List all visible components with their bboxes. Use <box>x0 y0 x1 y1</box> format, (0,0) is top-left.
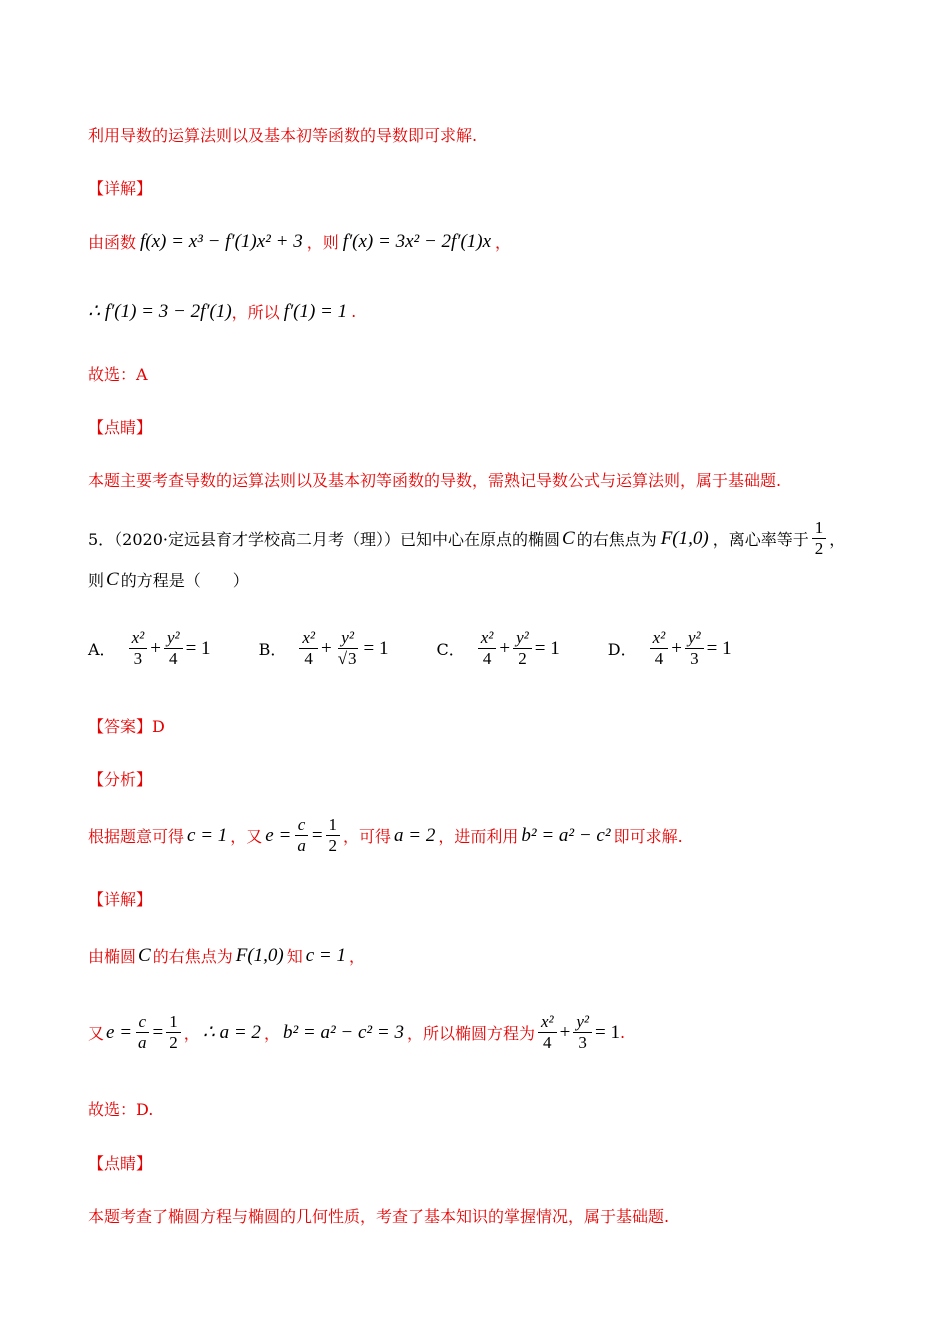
detail1-focus: F(1,0) <box>235 944 284 966</box>
option-d-frac2 <box>685 628 704 669</box>
frac-num: 1 <box>326 815 341 836</box>
q5-comment: 本题考查了椭圆方程与椭圆的几何性质，考查了基本知识的掌握情况，属于基础题. <box>88 1207 670 1226</box>
option-b-frac1 <box>299 628 318 669</box>
option-a[interactable] <box>88 628 211 669</box>
option-a-num1: x² <box>131 628 145 647</box>
detail1-b: 的右焦点为 <box>152 947 233 966</box>
plus-sign: + <box>559 1021 571 1043</box>
frac-3: 3 <box>578 1033 587 1052</box>
q4-line1-a: 由函数 <box>88 233 137 252</box>
option-a-rhs: = 1 <box>185 637 211 659</box>
frac-a: a <box>138 1033 147 1052</box>
ellipse-rhs: = 1 <box>595 1021 620 1043</box>
analysis-c-equals-1: c = 1 <box>187 824 228 846</box>
analysis-e-text: 即可求解. <box>613 827 683 846</box>
q5-stem-C: C <box>562 527 575 549</box>
frac-num: 1 <box>166 1012 181 1033</box>
frac-y2: y² <box>576 1012 589 1031</box>
option-b-label: B． <box>258 640 287 659</box>
q4-line1-b: ，则 <box>306 233 339 252</box>
q5-stem-focus: F(1,0) <box>660 527 709 549</box>
frac-c: c <box>297 815 306 834</box>
plus-sign: + <box>320 637 332 659</box>
frac-den: 2 <box>169 1033 178 1052</box>
q5-analysis-line <box>88 815 683 856</box>
q5-stem-eccentricity-fraction <box>812 518 827 559</box>
q4-line2-d: . <box>351 302 357 321</box>
q4-line2-result: f′(1) = 1 <box>283 300 348 322</box>
q4-line2-b: ，所以 <box>231 303 280 322</box>
q5-stem-line2-C: C <box>106 568 119 590</box>
plus-sign: + <box>499 637 511 659</box>
q5-stem-d: ，离心率等于 <box>712 530 809 549</box>
detail2-b-squared: b² = a² − c² = 3 <box>282 1021 404 1043</box>
analysis-b: ，又 <box>230 827 263 846</box>
option-c-num2: y² <box>516 628 529 647</box>
plus-sign: + <box>671 637 682 659</box>
analysis-a: 根据题意可得 <box>88 827 185 846</box>
frac-num: 1 <box>812 518 827 539</box>
option-a-den1: 3 <box>133 649 143 668</box>
q5-stem-line2-a: 则 <box>88 571 105 590</box>
intro-text: 利用导数的运算法则以及基本初等函数的导数即可求解. <box>88 126 478 145</box>
detail1-C: C <box>138 944 151 966</box>
frac-c: c <box>138 1012 147 1031</box>
detail2-frac-y <box>573 1012 592 1053</box>
detail2-frac-x <box>538 1012 557 1053</box>
option-a-label: A． <box>88 640 116 659</box>
option-b-rhs: = 1 <box>363 637 389 659</box>
frac-x2: x² <box>540 1012 554 1031</box>
frac-4: 4 <box>543 1033 552 1052</box>
option-c-num1: x² <box>480 628 494 647</box>
detail2-e: e = <box>106 1021 133 1043</box>
option-d-frac1 <box>650 628 669 669</box>
analysis-frac-half <box>326 815 341 856</box>
option-c[interactable] <box>437 628 560 669</box>
option-a-frac1 <box>129 628 148 669</box>
detail2-frac-ca <box>135 1012 150 1053</box>
q5-stem-b: 的右焦点为 <box>576 530 657 549</box>
q4-comment-header: 【点睛】 <box>88 418 153 437</box>
analysis-a-equals-2: a = 2 <box>394 824 436 846</box>
option-a-den2: 4 <box>169 649 178 668</box>
q5-analysis-header: 【分析】 <box>88 770 153 789</box>
q4-choice: 故选：A <box>88 365 148 384</box>
analysis-equation: b² = a² − c² <box>521 824 611 846</box>
option-d-den1: 4 <box>654 649 664 668</box>
q5-stem-line2-b: 的方程是（ ） <box>120 571 249 590</box>
q4-line1-derivative: f′(x) = 3x² − 2f′(1)x <box>342 230 492 252</box>
option-b-num2: y² <box>341 628 354 647</box>
option-c-label: C． <box>436 640 465 659</box>
option-d-num2: y² <box>687 628 701 647</box>
q4-detail-header: 【详解】 <box>88 179 153 198</box>
q4-line1-function: f(x) = x³ − f′(1)x² + 3 <box>140 230 303 252</box>
option-a-frac2 <box>164 628 183 669</box>
option-d[interactable] <box>608 628 732 669</box>
q4-detail-line2 <box>88 300 356 323</box>
detail2-f: ，所以椭圆方程为 <box>406 1024 535 1043</box>
detail2-d: ， <box>263 1024 280 1043</box>
option-b-frac2 <box>335 628 361 669</box>
option-b-den2: √3 <box>337 649 357 668</box>
q5-comment-header: 【点睛】 <box>88 1154 153 1173</box>
q4-line2-equation: ∴ f′(1) = 3 − 2f′(1) <box>88 301 232 322</box>
detail2-a-equals-2: ∴ a = 2 <box>202 1022 261 1043</box>
detail2-g: . <box>619 1023 626 1042</box>
q5-stem-line1 <box>88 518 845 559</box>
detail2-frac-half <box>166 1012 181 1053</box>
detail1-d: ， <box>349 947 366 966</box>
option-d-label: D． <box>607 640 637 659</box>
q5-detail-line1 <box>88 944 365 967</box>
frac-den: 2 <box>328 836 338 855</box>
q5-stem-line2 <box>88 568 249 591</box>
option-b-den1: 4 <box>304 649 313 668</box>
option-c-den2: 2 <box>518 649 527 668</box>
option-c-rhs: = 1 <box>534 637 560 659</box>
analysis-c: ，可得 <box>343 827 392 846</box>
analysis-frac-ca <box>294 815 309 856</box>
option-c-frac2 <box>513 628 532 669</box>
option-b-num1: x² <box>302 628 315 647</box>
option-d-num1: x² <box>652 628 666 647</box>
q5-choice: 故选：D. <box>88 1100 154 1119</box>
option-c-frac1 <box>478 628 497 669</box>
q4-detail-line1 <box>88 230 511 253</box>
option-d-den2: 3 <box>690 649 699 668</box>
detail2-a: 又 <box>88 1024 105 1043</box>
q4-comment: 本题主要考查导数的运算法则以及基本初等函数的导数，需熟记导数公式与运算法则，属于基础题. <box>88 471 782 490</box>
option-c-den1: 4 <box>482 649 492 668</box>
detail1-c: 知 <box>286 947 303 966</box>
q5-detail-line2 <box>88 1012 625 1053</box>
plus-sign: + <box>150 637 161 659</box>
detail1-a: 由椭圆 <box>88 947 137 966</box>
q5-answer: 【答案】D <box>88 717 165 736</box>
equals-sign: = <box>311 824 323 846</box>
q4-line1-c: ， <box>495 233 512 252</box>
q5-stem-e: ， <box>829 530 846 549</box>
option-a-num2: y² <box>166 628 180 647</box>
option-b[interactable] <box>259 628 389 669</box>
frac-den: 2 <box>814 539 824 558</box>
sqrt-radicand: 3 <box>348 649 357 668</box>
analysis-d: ，进而利用 <box>438 827 519 846</box>
q5-stem-a: 5．（2020·定远县育才学校高二月考（理））已知中心在原点的椭圆 <box>88 530 560 549</box>
q5-detail-header: 【详解】 <box>88 890 153 909</box>
option-d-rhs: = 1 <box>706 637 732 659</box>
q5-options <box>88 628 732 669</box>
frac-a: a <box>297 836 306 855</box>
analysis-e: e = <box>265 824 292 846</box>
equals-sign: = <box>152 1021 164 1043</box>
detail2-b: ， <box>183 1024 200 1043</box>
detail1-c-equals-1: c = 1 <box>305 944 347 966</box>
